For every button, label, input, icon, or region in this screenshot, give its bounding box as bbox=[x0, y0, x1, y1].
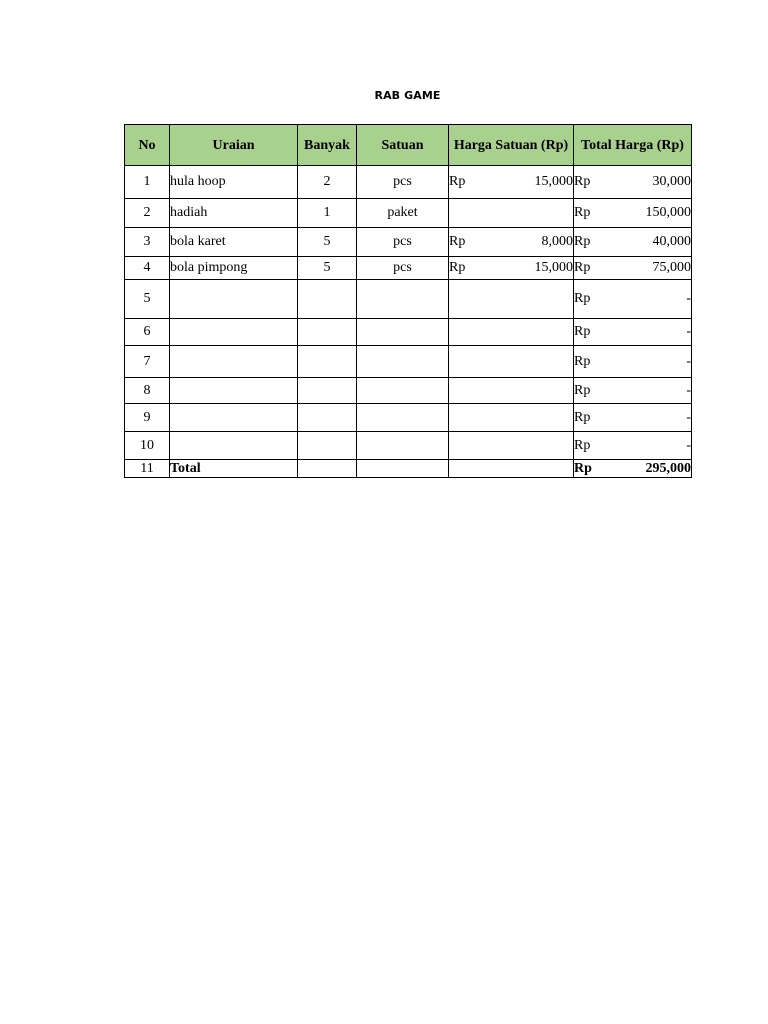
header-harga-satuan: Harga Satuan (Rp) bbox=[449, 125, 574, 166]
cell-total-harga bbox=[574, 319, 692, 346]
total-currency: Rp bbox=[574, 260, 591, 275]
harga-currency: Rp bbox=[449, 174, 466, 189]
harga-value: 8,000 bbox=[541, 234, 573, 249]
cell-harga-satuan bbox=[449, 346, 574, 378]
cell-satuan: pcs bbox=[357, 228, 449, 257]
cell-uraian bbox=[170, 404, 298, 432]
table-row bbox=[125, 257, 692, 280]
cell-harga-satuan bbox=[449, 228, 574, 257]
total-value: - bbox=[686, 291, 691, 306]
cell-satuan bbox=[357, 378, 449, 404]
cell-total-harga bbox=[574, 404, 692, 432]
cell-uraian bbox=[170, 280, 298, 319]
cell-total-harga bbox=[574, 280, 692, 319]
cell-total-harga bbox=[574, 432, 692, 460]
total-value: 150,000 bbox=[645, 205, 691, 220]
cell-banyak: 5 bbox=[298, 228, 357, 257]
total-value: - bbox=[686, 324, 691, 339]
cell-banyak bbox=[298, 346, 357, 378]
cell-total-harga bbox=[574, 228, 692, 257]
cell-grand-total bbox=[574, 460, 692, 478]
total-value: - bbox=[686, 382, 691, 398]
harga-currency: Rp bbox=[449, 260, 466, 275]
cell-total-harga bbox=[574, 166, 692, 199]
cell-harga-satuan bbox=[449, 460, 574, 478]
cell-uraian bbox=[170, 346, 298, 378]
table-row bbox=[125, 346, 692, 378]
total-currency: Rp bbox=[574, 353, 591, 369]
cell-banyak: 5 bbox=[298, 257, 357, 280]
harga-currency: Rp bbox=[449, 234, 466, 249]
grand-total-value: 295,000 bbox=[645, 460, 691, 476]
total-label: Total bbox=[170, 460, 298, 478]
cell-banyak bbox=[298, 378, 357, 404]
table-row bbox=[125, 432, 692, 460]
cell-total-harga bbox=[574, 346, 692, 378]
cell-no: 4 bbox=[125, 257, 170, 280]
cell-harga-satuan bbox=[449, 199, 574, 228]
header-row bbox=[125, 125, 692, 166]
cell-satuan bbox=[357, 460, 449, 478]
cell-satuan bbox=[357, 319, 449, 346]
cell-satuan bbox=[357, 346, 449, 378]
total-row bbox=[125, 460, 692, 478]
table-row bbox=[125, 199, 692, 228]
table-row bbox=[125, 166, 692, 199]
cell-no: 8 bbox=[125, 378, 170, 404]
header-uraian: Uraian bbox=[170, 125, 298, 166]
cell-banyak bbox=[298, 280, 357, 319]
cell-banyak bbox=[298, 460, 357, 478]
harga-value: 15,000 bbox=[534, 260, 573, 275]
cell-harga-satuan bbox=[449, 378, 574, 404]
cell-satuan: pcs bbox=[357, 166, 449, 199]
cell-banyak bbox=[298, 404, 357, 432]
total-currency: Rp bbox=[574, 409, 591, 425]
cell-harga-satuan bbox=[449, 257, 574, 280]
cell-no: 9 bbox=[125, 404, 170, 432]
budget-table bbox=[124, 124, 692, 478]
total-value: 75,000 bbox=[652, 260, 691, 275]
total-currency: Rp bbox=[574, 174, 591, 189]
cell-uraian bbox=[170, 319, 298, 346]
cell-total-harga bbox=[574, 257, 692, 280]
header-satuan: Satuan bbox=[357, 125, 449, 166]
table-row bbox=[125, 378, 692, 404]
table-row bbox=[125, 404, 692, 432]
cell-no: 10 bbox=[125, 432, 170, 460]
total-value: - bbox=[686, 409, 691, 425]
cell-total-harga bbox=[574, 378, 692, 404]
total-value: - bbox=[686, 437, 691, 453]
total-value: 40,000 bbox=[652, 234, 691, 249]
cell-satuan: pcs bbox=[357, 257, 449, 280]
table-row bbox=[125, 280, 692, 319]
harga-value: 15,000 bbox=[534, 174, 573, 189]
total-currency: Rp bbox=[574, 234, 591, 249]
cell-satuan: paket bbox=[357, 199, 449, 228]
header-no: No bbox=[125, 125, 170, 166]
cell-satuan bbox=[357, 404, 449, 432]
cell-banyak: 2 bbox=[298, 166, 357, 199]
cell-no: 6 bbox=[125, 319, 170, 346]
cell-harga-satuan bbox=[449, 432, 574, 460]
cell-no: 5 bbox=[125, 280, 170, 319]
cell-uraian: bola pimpong bbox=[170, 257, 298, 280]
cell-no: 7 bbox=[125, 346, 170, 378]
cell-satuan bbox=[357, 432, 449, 460]
table-row bbox=[125, 228, 692, 257]
cell-uraian: hula hoop bbox=[170, 166, 298, 199]
total-currency: Rp bbox=[574, 291, 591, 306]
total-currency: Rp bbox=[574, 437, 591, 453]
cell-harga-satuan bbox=[449, 280, 574, 319]
table-row bbox=[125, 319, 692, 346]
document-title: RAB GAME bbox=[374, 89, 441, 102]
cell-total-harga bbox=[574, 199, 692, 228]
cell-no: 3 bbox=[125, 228, 170, 257]
cell-banyak: 1 bbox=[298, 199, 357, 228]
total-value: 30,000 bbox=[652, 174, 691, 189]
header-total-harga: Total Harga (Rp) bbox=[574, 125, 692, 166]
cell-uraian: bola karet bbox=[170, 228, 298, 257]
cell-harga-satuan bbox=[449, 404, 574, 432]
cell-no: 1 bbox=[125, 166, 170, 199]
cell-harga-satuan bbox=[449, 319, 574, 346]
total-currency: Rp bbox=[574, 324, 591, 339]
cell-banyak bbox=[298, 432, 357, 460]
cell-no: 2 bbox=[125, 199, 170, 228]
cell-uraian bbox=[170, 432, 298, 460]
cell-satuan bbox=[357, 280, 449, 319]
grand-total-currency: Rp bbox=[574, 460, 592, 476]
total-value: - bbox=[686, 353, 691, 369]
total-currency: Rp bbox=[574, 205, 591, 220]
total-currency: Rp bbox=[574, 382, 591, 398]
cell-no: 11 bbox=[125, 460, 170, 478]
header-banyak: Banyak bbox=[298, 125, 357, 166]
cell-uraian bbox=[170, 378, 298, 404]
cell-harga-satuan bbox=[449, 166, 574, 199]
cell-banyak bbox=[298, 319, 357, 346]
cell-uraian: hadiah bbox=[170, 199, 298, 228]
